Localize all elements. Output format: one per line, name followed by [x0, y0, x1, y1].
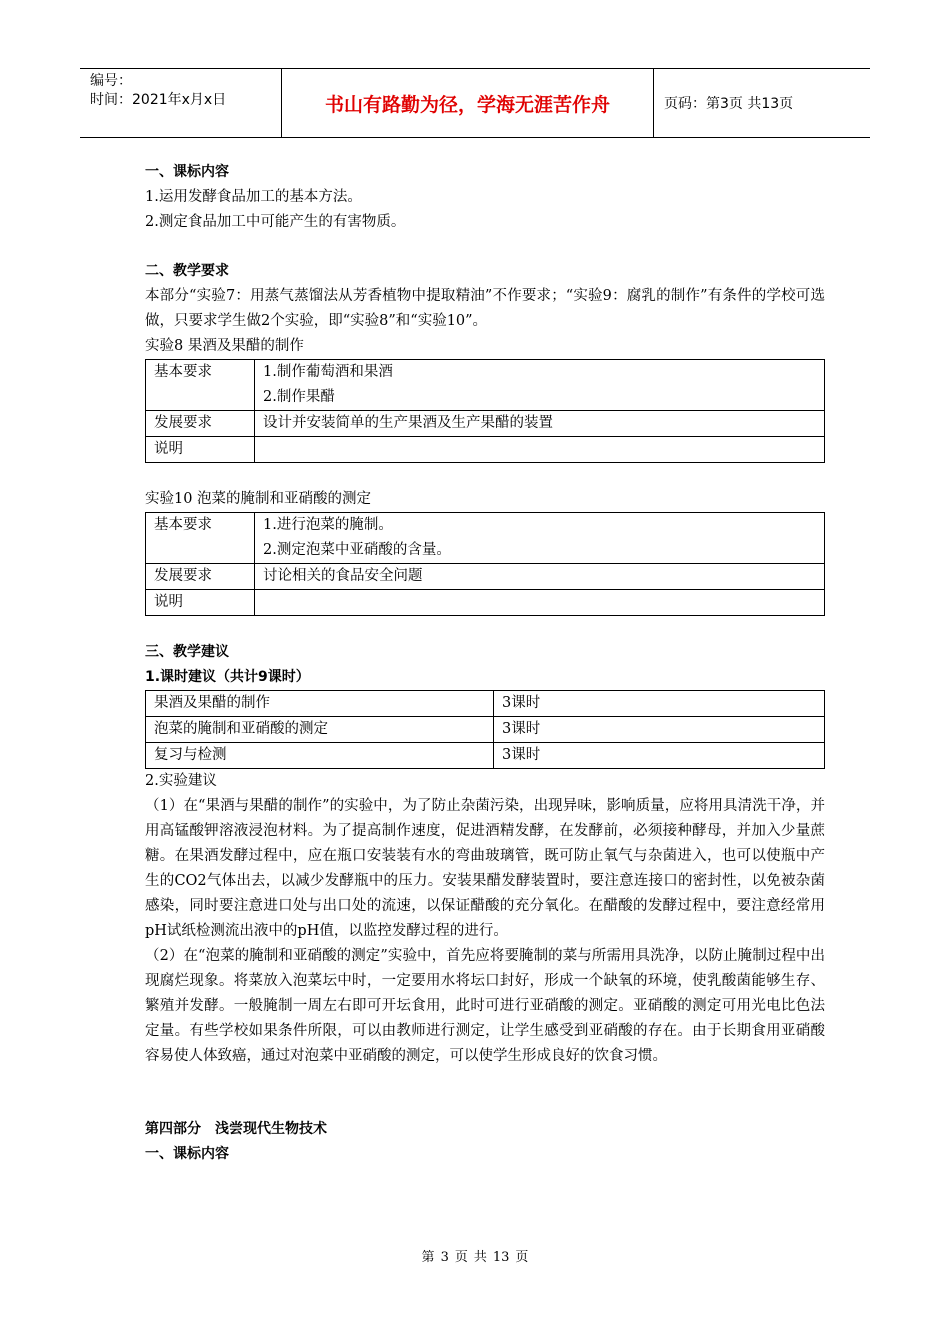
- header-motto: 书山有路勤为径，学海无涯苦作舟: [282, 69, 654, 137]
- row-value: 讨论相关的食品安全问题: [255, 564, 825, 590]
- section2-title: 二、教学要求: [145, 263, 229, 279]
- hours-title: 1.课时建议（共计9课时）: [145, 669, 310, 685]
- row-label: 发展要求: [146, 564, 255, 590]
- section2-intro: 本部分“实验7：用蒸气蒸馏法从芳香植物中提取精油”不作要求；“实验9：腐乳的制作”有条件的学校可选做，只要求学生做2个实验，即“实验8”和“实验10”。: [145, 288, 825, 329]
- footer-text: 共: [473, 1250, 487, 1265]
- row-label: 基本要求: [146, 513, 255, 564]
- exp10-table: [145, 512, 825, 616]
- hours-topic: 复习与检测: [146, 743, 494, 769]
- section3-title: 三、教学建议: [145, 644, 229, 660]
- experiment-paragraph-2: （2）在“泡菜的腌制和亚硝酸的测定”实验中，首先应将要腌制的菜与所需用具洗净，以防止腌制过程中出现腐烂现象。将菜放入泡菜坛中时，一定要用水将坛口封好，形成一个缺氧的环境，使乳酸菌能够生存、繁殖并发酵。一般腌制一周左右即可开坛食用，此时可进行亚硝酸的测定。亚硝酸的测定可用光电比色法定量。有些学校如果条件所限，可以由教师进行测定，让学生感受到亚硝酸的存在。由于长期食用亚硝酸容易使人体致癌，通过对泡菜中亚硝酸的测定，可以使学生形成良好的饮食习惯。: [145, 948, 825, 1064]
- hours-topic: 果酒及果醋的制作: [146, 691, 494, 717]
- number-label: 编号：: [90, 73, 132, 89]
- footer-total-pages: 13: [492, 1250, 510, 1265]
- row-line: 1.制作葡萄酒和果酒: [263, 364, 393, 380]
- hours-topic: 泡菜的腌制和亚硝酸的测定: [146, 717, 494, 743]
- experiment-paragraph-1: （1）在“果酒与果醋的制作”的实验中，为了防止杂菌污染，出现异味，影响质量，应将用具清洗干净，并用高锰酸钾溶液浸泡材料。为了提高制作速度，促进酒精发酵，在发酵前，必须接种酵母，并加入少量蔗糖。在果酒发酵过程中，应在瓶口安装装有水的弯曲玻璃管，既可防止氧气与杂菌进入，也可以使瓶中产生的CO2气体出去，以减少发酵瓶中的压力。安装果醋发酵装置时，要注意连接口的密封性，以免被杂菌感染，同时要注意进口处与出口处的流速，以保证醋酸的充分氧化。在醋酸的发酵过程中，要注意经常用pH试纸检测流出液中的pH值，以监控发酵过程的进行。: [145, 798, 825, 939]
- row-value: 设计并安装简单的生产果酒及生产果醋的装置: [255, 411, 825, 437]
- exp8-title: 实验8 果酒及果醋的制作: [145, 338, 304, 354]
- table-row: [146, 360, 825, 411]
- row-value: [255, 513, 825, 564]
- footer-text: 页: [454, 1250, 468, 1265]
- hours-table: [145, 690, 825, 769]
- part4-subtitle: 一、课标内容: [145, 1146, 229, 1162]
- table-row: [146, 590, 825, 616]
- exp8-table: [145, 359, 825, 463]
- section1-item: 1.运用发酵食品加工的基本方法。: [145, 189, 362, 205]
- page-footer: [0, 1246, 950, 1265]
- section1-item: 2.测定食品加工中可能产生的有害物质。: [145, 214, 406, 230]
- row-value: [255, 437, 825, 463]
- row-line: 2.制作果醋: [263, 389, 335, 405]
- table-row: [146, 564, 825, 590]
- footer-text: 页: [515, 1250, 529, 1265]
- row-label: 说明: [146, 590, 255, 616]
- row-label: 说明: [146, 437, 255, 463]
- table-row: [146, 411, 825, 437]
- row-value: [255, 360, 825, 411]
- header-meta: [80, 69, 282, 137]
- time-label: 时间：2021年x月x日: [90, 92, 227, 108]
- row-label: 基本要求: [146, 360, 255, 411]
- part4-title: 第四部分 浅尝现代生物技术: [145, 1121, 327, 1137]
- table-row: [146, 437, 825, 463]
- exp10-title: 实验10 泡菜的腌制和亚硝酸的测定: [145, 491, 372, 507]
- experiments-title: 2.实验建议: [145, 773, 217, 789]
- footer-page-number: 3: [440, 1250, 449, 1265]
- section1-title: 一、课标内容: [145, 164, 229, 180]
- table-row: [146, 691, 825, 717]
- row-line: 2.测定泡菜中亚硝酸的含量。: [263, 542, 451, 558]
- hours-value: 3课时: [494, 691, 825, 717]
- row-label: 发展要求: [146, 411, 255, 437]
- row-value: [255, 590, 825, 616]
- hours-value: 3课时: [494, 743, 825, 769]
- footer-text: 第: [421, 1250, 435, 1265]
- header-page-label: 页码：第3页 共13页: [664, 96, 794, 112]
- table-row: [146, 513, 825, 564]
- table-row: [146, 743, 825, 769]
- document-body: [145, 160, 825, 1167]
- row-line: 1.进行泡菜的腌制。: [263, 517, 393, 533]
- table-row: [146, 717, 825, 743]
- page-header: [80, 68, 870, 138]
- hours-value: 3课时: [494, 717, 825, 743]
